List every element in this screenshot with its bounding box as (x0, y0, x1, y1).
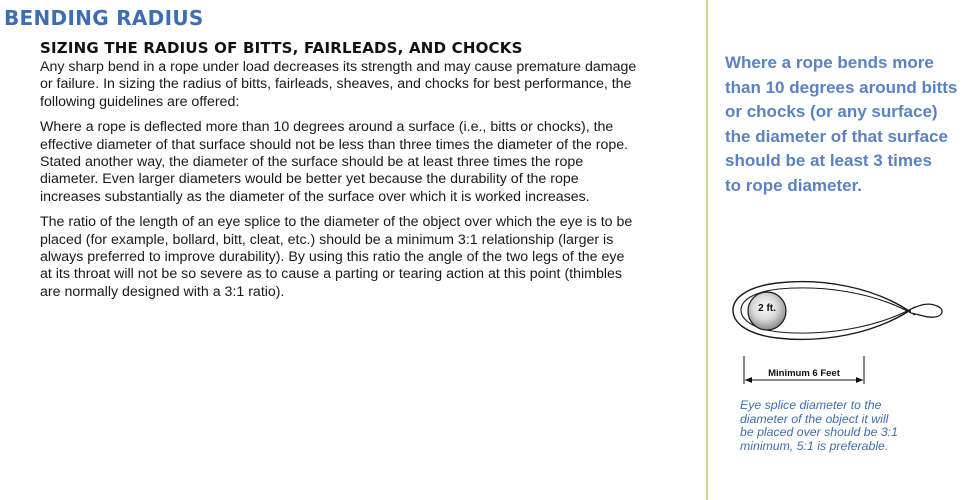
paragraph-deflection: Where a rope is deflected more than 10 degrees around a surface (i.e., bitts or chocks), the effective diameter of that surface should not be less than three times the diameter of the rope. Stated another way, the diameter of the surface should be at least three times the rope diameter. Even larger diameters would be better yet because the durability of the rope increases substantially as the diameter of the surface over which it is worked increases. (40, 119, 629, 205)
eye-splice-svg (725, 272, 961, 392)
caption-line: diameter of the object it will (740, 411, 889, 426)
paragraph-eye-splice: The ratio of the length of an eye splice to the diameter of the object over which the eye is to be placed (for example, bollard, bitt, cleat, etc.) should be a minimum 3:1 relationship (larger is always preferred to improve durability). By using this ratio the angle of the two legs of the eye at its throat will not be so severe as to cause a parting or tearing action at this point (thimbles are normally designed with a 3:1 ratio). (40, 214, 633, 300)
caption-line: be placed over should be 3:1 (740, 425, 898, 440)
main-content (40, 39, 640, 309)
dimension-arrow-left (745, 377, 752, 383)
dimension-arrow-right (856, 377, 863, 383)
paragraph-intro: Any sharp bend in a rope under load decreases its strength and may cause premature damage or failure. In sizing the radius of bitts, fairleads, sheaves, and chocks for best performance, the following guidelines are offered: (40, 59, 637, 110)
pull-quote-line: the diameter of that surface (725, 126, 948, 146)
length-label: Minimum 6 Feet (768, 368, 840, 379)
diameter-label: 2 ft. (758, 303, 776, 314)
figure-caption (740, 399, 940, 453)
caption-line: Eye splice diameter to the (740, 398, 882, 412)
rope-tail (911, 304, 942, 317)
caption-line: minimum, 5:1 is preferable. (740, 438, 889, 453)
column-divider (706, 0, 708, 500)
pull-quote (725, 51, 957, 199)
page-heading: BENDING RADIUS (4, 6, 204, 30)
pull-quote-line: to rope diameter. (725, 175, 862, 195)
pull-quote-line: should be at least 3 times (725, 151, 932, 171)
pull-quote-line: than 10 degrees around bitts (725, 77, 958, 97)
pull-quote-line: or chocks (or any surface) (725, 102, 938, 122)
section-subheading: SIZING THE RADIUS OF BITTS, FAIRLEADS, AND CHOCKS (40, 39, 523, 57)
pull-quote-line: Where a rope bends more (725, 53, 934, 72)
eye-splice-diagram (725, 272, 961, 392)
